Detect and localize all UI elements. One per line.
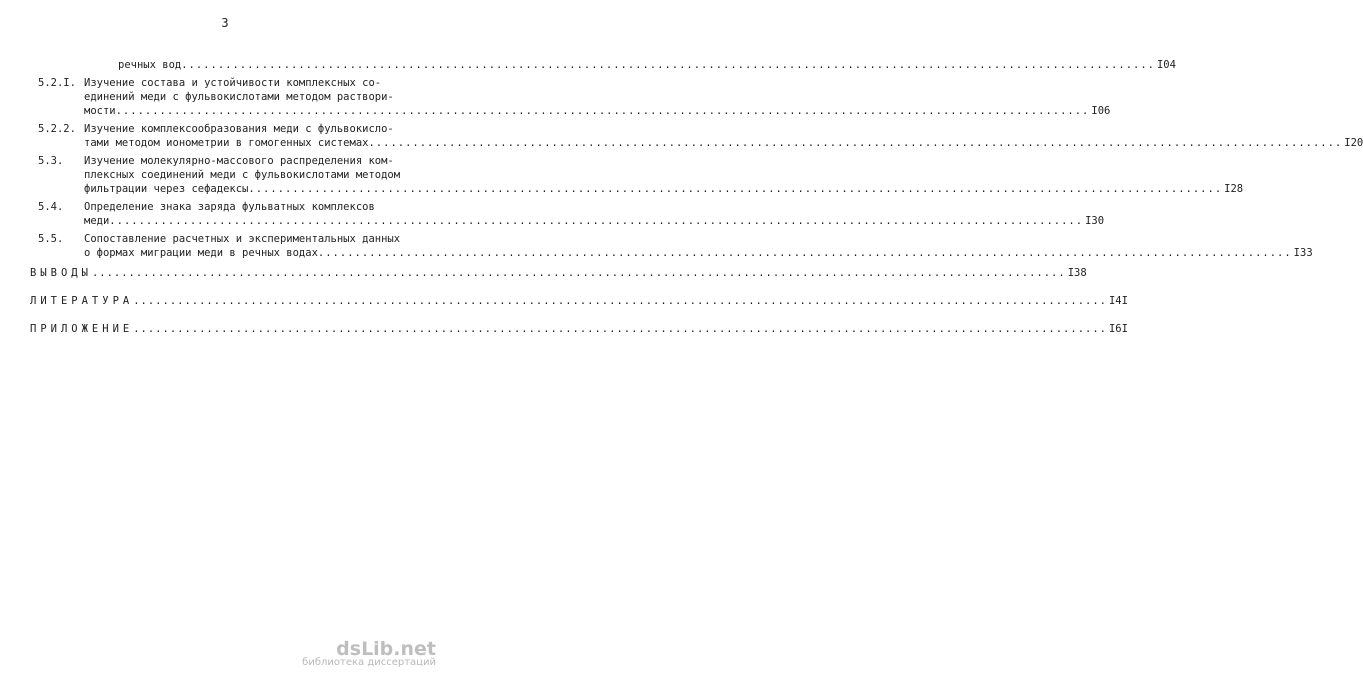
toc-entry-text: речных вод (118, 59, 182, 71)
toc-entry-line: Изучение состава и устойчивости комплексных со- (84, 77, 382, 89)
toc-entry-text: меди (84, 215, 110, 227)
table-of-contents (30, 58, 1363, 350)
toc-entry-body (84, 154, 1243, 196)
toc-entry-last-line (84, 246, 1313, 260)
dot-leader (92, 266, 1066, 280)
toc-entry-line: Изучение молекулярно-массового распределения ком- (84, 155, 394, 167)
toc-entry (30, 122, 1363, 150)
toc-entry (30, 200, 1105, 228)
toc-entry-body (84, 122, 1363, 150)
toc-top-entry (30, 294, 1128, 308)
toc-section-number: 5.4. (38, 201, 64, 213)
dot-leader (116, 104, 1090, 118)
toc-sections (30, 76, 1363, 260)
toc-entry-line: Сопоставление расчетных и экспериментальных данных (84, 233, 401, 245)
toc-entry-continuation (30, 58, 1176, 72)
page-number: 3 (221, 16, 229, 30)
watermark-logo: dsLib.net (336, 638, 436, 660)
dot-leader (181, 58, 1155, 72)
toc-entry-body (84, 200, 1104, 228)
toc-entry-line: единений меди с фульвокислотами методом раствори- (84, 91, 394, 103)
dot-leader (109, 214, 1083, 228)
toc-entry-text: тами методом ионометрии в гомогенных системах (84, 137, 369, 149)
dot-leader (133, 294, 1107, 308)
toc-section-number: 5.2.I. (38, 77, 76, 89)
toc-top-entry (30, 322, 1128, 336)
toc-entry-last-line (84, 104, 1110, 118)
toc-entry (30, 76, 1111, 118)
site-watermark (302, 638, 436, 670)
toc-entry (30, 232, 1313, 260)
toc-entry-body (84, 76, 1110, 118)
toc-top-entry-text: ПРИЛОЖЕНИЕ (30, 323, 134, 335)
toc-entry-line: Изучение комплексообразования меди с фульвокисло- (84, 123, 394, 135)
dot-leader (248, 182, 1222, 196)
toc-entry-last-line (84, 182, 1243, 196)
toc-page-ref: I6I (1108, 323, 1128, 335)
toc-top-entry (30, 266, 1087, 280)
toc-entry-body (84, 232, 1313, 260)
dot-leader (318, 246, 1292, 260)
dot-leader (133, 322, 1107, 336)
watermark-tagline: библиотека диссертаций (302, 657, 436, 668)
toc-page-ref: I06 (1091, 105, 1111, 117)
toc-page-ref: I30 (1085, 215, 1105, 227)
toc-top-entry-text: ВЫВОДЫ (30, 267, 92, 279)
toc-entry-text: фильтрации через сефадексы (84, 183, 249, 195)
toc-page-ref: I4I (1108, 295, 1128, 307)
toc-page-ref: I20 (1344, 137, 1363, 149)
toc-entry-line: Определение знака заряда фульватных комплексов (84, 201, 375, 213)
toc-top-level-entries (30, 266, 1128, 336)
toc-entry-text: мости (84, 105, 116, 117)
toc-entry-line: плексных соединений меди с фульвокислотами методом (84, 169, 401, 181)
toc-page-ref: I33 (1293, 247, 1313, 259)
toc-page-ref: I04 (1156, 59, 1176, 71)
toc-page-ref: I28 (1224, 183, 1244, 195)
toc-section-number: 5.2.2. (38, 123, 76, 135)
toc-section-number: 5.5. (38, 233, 64, 245)
toc-top-entry-text: ЛИТЕРАТУРА (30, 295, 134, 307)
toc-entry (30, 154, 1244, 196)
toc-section-number: 5.3. (38, 155, 64, 167)
toc-entry-last-line (84, 136, 1363, 150)
toc-page-ref: I38 (1067, 267, 1087, 279)
toc-entry-text: о формах миграции меди в речных водах (84, 247, 318, 259)
dot-leader (368, 136, 1342, 150)
toc-entry-last-line (84, 214, 1104, 228)
